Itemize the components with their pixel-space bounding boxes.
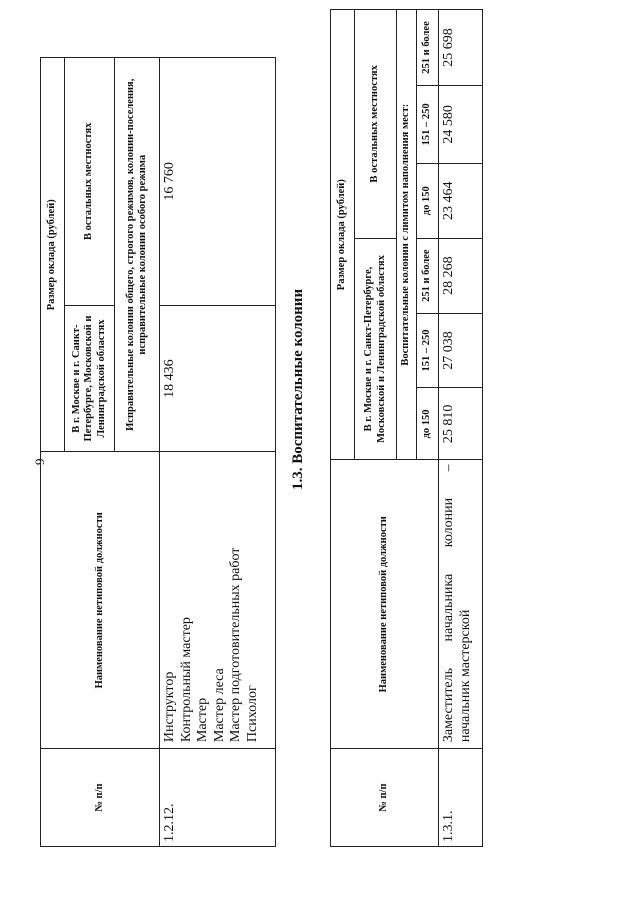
limit-header: до 150 [417, 388, 439, 460]
salary-table-1 [40, 57, 276, 847]
salary-value: 27 038 [439, 313, 483, 388]
position-item: Мастер [195, 697, 211, 743]
row-code: 1.3.1. [439, 749, 483, 847]
col-limit-header: Воспитательные колонии с лимитом наполнения мест: [397, 10, 417, 460]
col-msk-header: В г. Москве и г. Санкт-Петербурге, Московской и Ленинградской областях [65, 305, 115, 452]
col-salary-header: Размер оклада (рублей) [331, 10, 355, 460]
salary-table-2 [330, 9, 483, 847]
col-salary-header: Размер оклада (рублей) [41, 58, 65, 452]
col-other-header: В остальных местностях [65, 58, 115, 306]
position-line-1 [441, 464, 458, 742]
salary-value: 25 698 [439, 10, 483, 86]
position-item: Мастер леса [211, 668, 227, 743]
position-word: колонии [441, 497, 456, 548]
position-item: Инструктор [162, 671, 177, 743]
col-name-header: Наименование нетиповой должности [41, 452, 160, 749]
position-item: Контрольный мастер [178, 617, 194, 743]
col-num-header: № п/п [41, 749, 160, 847]
limit-header: до 150 [417, 163, 439, 238]
salary-value: 24 580 [439, 85, 483, 163]
col-other-header: В остальных местностях [355, 10, 397, 239]
col-colonies-header: Исправительные колонии общего, строгого режимов, колонии-поселения, исправительные колонии особого режима [115, 58, 160, 452]
position-word: начальника [441, 573, 456, 642]
limit-header: 251 и более [417, 10, 439, 86]
position-line-2: начальник мастерской [457, 609, 473, 743]
row-code: 1.2.12. [160, 749, 276, 847]
limit-header: 151 – 250 [417, 313, 439, 388]
col-name-header: Наименование нетиповой должности [331, 460, 439, 749]
page-number: 9 [32, 458, 47, 465]
col-msk-header: В г. Москве и г. Санкт-Петербурге, Московской и Ленинградской областях [355, 238, 397, 460]
col-num-header: № п/п [331, 749, 439, 847]
limit-header: 151 – 250 [417, 85, 439, 163]
salary-value: 25 810 [439, 388, 483, 460]
salary-value: 23 464 [439, 163, 483, 238]
position-item: Мастер подготовительных работ [228, 547, 244, 743]
limit-header: 251 и более [417, 238, 439, 313]
position-word: Заместитель [441, 667, 456, 743]
position-item: Психолог [244, 685, 260, 743]
positions-list [160, 452, 276, 749]
section-title: 1.3. Воспитательные колонии [290, 288, 306, 490]
salary-msk: 18 436 [160, 305, 276, 452]
position-word: – [441, 464, 456, 472]
salary-value: 28 268 [439, 238, 483, 313]
salary-other: 16 760 [160, 58, 276, 306]
position-cell [439, 460, 483, 749]
